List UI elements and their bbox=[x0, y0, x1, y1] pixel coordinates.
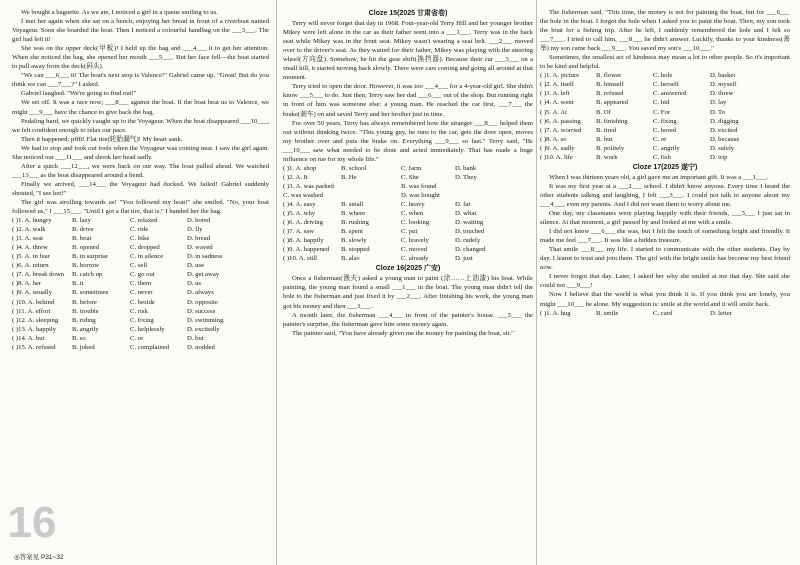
options-15 bbox=[283, 164, 533, 264]
option-choice: ( )4. A. easy bbox=[283, 200, 316, 208]
option-choice: D. because bbox=[710, 135, 740, 143]
option-choice: B. finishing bbox=[596, 117, 628, 125]
option-row bbox=[540, 126, 790, 135]
column-2 bbox=[283, 8, 533, 338]
paragraph: That smile ___8___ my life. I started to communicate with the other students. Day by day, I learnt to trust and join them. The girl with the bright smile has become my best friend now. bbox=[540, 246, 790, 272]
paragraph: "We can ___6___ it! The boat's next stop is Valence!" Gabriel came up. "Great! But do you think we can ___7___?" I asked. bbox=[12, 72, 269, 89]
option-choice: D. bank bbox=[455, 164, 477, 172]
option-choice: B. spent bbox=[341, 228, 363, 236]
option-row bbox=[12, 225, 269, 234]
option-choice: D. just bbox=[455, 255, 473, 263]
option-choice: C. hid bbox=[653, 99, 670, 107]
option-choice bbox=[341, 182, 401, 191]
option-choice: ( )13. A. happily bbox=[12, 325, 57, 333]
option-choice: ( )8. A. happily bbox=[283, 237, 324, 245]
option-choice: ( )1. A. hungry bbox=[12, 217, 52, 225]
option-choice: D. basket bbox=[710, 72, 736, 80]
passage-16-cont bbox=[540, 8, 790, 71]
option-choice: ( )6. A. driving bbox=[283, 219, 323, 227]
option-choice: D. use bbox=[187, 262, 205, 270]
option-choice bbox=[455, 182, 505, 191]
paragraph: I did not know ___6___ she was, but I felt the touch of something bright and friendly. It made me feel ___7___. It was like a hidden treasure. bbox=[540, 228, 790, 245]
option-choice: C. put bbox=[401, 228, 418, 236]
option-row bbox=[283, 218, 533, 227]
option-choice: B. catch up bbox=[72, 271, 103, 279]
option-row bbox=[540, 153, 790, 162]
option-choice: ( )9. A. happened bbox=[283, 246, 330, 254]
option-choice: D. fly bbox=[187, 226, 203, 234]
option-choice: ( )5. A. At bbox=[540, 108, 567, 116]
option-choice: D. bread bbox=[187, 235, 211, 243]
paragraph: We set off. It was a race now; ___8___ against the boat. If the boat beat us to Valence, we might ___9___ have the chance to give back the bag. bbox=[12, 99, 269, 116]
options-16 bbox=[540, 71, 790, 161]
option-row bbox=[283, 236, 533, 245]
option-choice: D. safely bbox=[710, 144, 735, 152]
options-14 bbox=[12, 216, 269, 352]
paragraph: Finally we arrived, ___14___ the Voyageur had docked. We failed! Gabriel suddenly shouted, "I see her!" bbox=[12, 180, 269, 197]
option-choice: ( )10. A. behind bbox=[12, 298, 55, 306]
paragraph: Now I believe that the world is what you think it is. If you think you are lonely, you might ___10___ be alone. My suggestion is: smile at the world and it will smile back. bbox=[540, 291, 790, 308]
option-row bbox=[12, 243, 269, 252]
options-17 bbox=[540, 309, 790, 318]
option-row bbox=[12, 307, 269, 316]
option-row bbox=[12, 216, 269, 225]
option-choice: B. before bbox=[72, 298, 97, 306]
option-choice: B. borrow bbox=[72, 262, 100, 270]
option-row bbox=[540, 117, 790, 126]
option-row bbox=[12, 270, 269, 279]
option-choice: D. bored bbox=[187, 217, 211, 225]
option-choice: D. excited bbox=[710, 126, 738, 134]
option-choice: B. work bbox=[596, 153, 618, 161]
option-choice: C. sell bbox=[130, 262, 148, 270]
option-choice: B. smile bbox=[596, 309, 619, 317]
option-choice: D. changed bbox=[455, 246, 486, 254]
option-choice: ( )3. A. seat bbox=[12, 235, 44, 243]
option-choice: C. was washed bbox=[283, 191, 323, 199]
option-choice: ( )7. A. saw bbox=[283, 228, 315, 236]
option-choice: C. in silence bbox=[130, 253, 164, 261]
option-choice: B. appeared bbox=[596, 99, 628, 107]
option-choice: B. rushing bbox=[341, 219, 369, 227]
option-choice: ( )5. A. why bbox=[283, 210, 316, 218]
option-choice bbox=[341, 191, 401, 200]
paragraph: For over 50 years, Terry has always remembered how the stranger ___8___ helped them out without thinking twice. "This young guy, he runs to the car, gets the door open, moves my brother over and puts the brake on. Everything ___9___ so fast." Terry said, "He ___10___ saw what needed to be done and acted immediately. That has made a huge influence on me for my whole life." bbox=[283, 119, 533, 163]
option-choice: ( )4. A. threw bbox=[12, 244, 48, 252]
option-choice: D. opposite bbox=[187, 298, 218, 306]
option-choice: ( )1. A. picture bbox=[540, 72, 580, 80]
paragraph: A month later, the fisherman ___4___ in front of the painter's house. ___5___ the painter's surprise, the fisherman gave him some money again. bbox=[283, 311, 533, 328]
option-choice: C. card bbox=[653, 309, 673, 317]
option-choice: B. Of bbox=[596, 108, 611, 116]
option-row bbox=[540, 98, 790, 107]
option-row bbox=[540, 309, 790, 318]
option-choice: D. rudely bbox=[455, 237, 481, 245]
option-choice: C. when bbox=[401, 210, 424, 218]
option-choice: C. already bbox=[401, 255, 429, 263]
option-choice: ( )5. A. in fear bbox=[12, 253, 50, 261]
option-choice: C. farm bbox=[401, 164, 422, 172]
cloze-17-title: Cloze 17(2025 遂宁) bbox=[632, 163, 698, 171]
option-choice: C. relaxed bbox=[130, 217, 158, 225]
option-choice: ( )7. A. worried bbox=[540, 126, 582, 134]
option-row bbox=[12, 334, 269, 343]
option-choice: B. tired bbox=[596, 126, 617, 134]
passage-15 bbox=[283, 19, 533, 164]
option-choice: D. myself bbox=[710, 81, 737, 89]
option-choice: ( )3. A. left bbox=[540, 90, 570, 98]
option-choice: D. us bbox=[187, 280, 202, 288]
option-row bbox=[283, 245, 533, 254]
option-choice: D. swimming bbox=[187, 316, 224, 324]
option-choice: C. never bbox=[130, 289, 153, 297]
option-row bbox=[540, 135, 790, 144]
option-row bbox=[12, 279, 269, 288]
option-row bbox=[540, 89, 790, 98]
option-choice: C. fixing bbox=[130, 316, 154, 324]
option-choice: C. or bbox=[130, 334, 144, 342]
option-choice: C. herself bbox=[653, 81, 679, 89]
option-row bbox=[283, 209, 533, 218]
option-choice: ( )8. A. her bbox=[12, 280, 42, 288]
option-choice: C. bike bbox=[130, 235, 150, 243]
paragraph: She was on the upper deck(甲板)! I held up the bag and ___4___ it to get her attention. When she noticed the bag, she opened her mouth ___5___. But her face fell—the boat started to pull away from the deck(码头). bbox=[12, 45, 269, 71]
option-choice: ( )9. A. sadly bbox=[540, 144, 575, 152]
option-choice: B. was found bbox=[401, 182, 437, 190]
option-choice: ( )3. A. was parked bbox=[283, 182, 334, 190]
option-row bbox=[283, 191, 533, 200]
option-choice: C. risk bbox=[130, 307, 148, 315]
paragraph: We bought a baguette. As we ate, I noticed a girl in a queue smiling to us. bbox=[21, 9, 218, 16]
option-row bbox=[12, 343, 269, 352]
option-choice: D. waved bbox=[187, 244, 213, 252]
option-choice: C. go out bbox=[130, 271, 155, 279]
option-row bbox=[12, 261, 269, 270]
option-choice: ( )2. A. It bbox=[283, 173, 308, 181]
column-divider bbox=[536, 0, 537, 565]
option-choice: D. digging bbox=[710, 117, 739, 125]
paragraph: Sometimes, the smallest act of kindness may mean a lot to other people. So it's important to be kind and helpful. bbox=[540, 54, 790, 71]
cloze-15-title: Cloze 15(2025 甘肃省卷) bbox=[368, 10, 448, 17]
paragraph: The painter said, "You have already given me the money for painting the boat, sir." bbox=[292, 329, 514, 337]
paragraph: I met her again when she sat on a bench, enjoying her bread in front of a riverboat named Voyageur. Soon she boarded the boat. Then I noticed a colourful handbag on the ___3___. The girl had left it! bbox=[12, 18, 269, 44]
option-choice: D. excitedly bbox=[187, 325, 220, 333]
option-choice: C. dropped bbox=[130, 244, 160, 252]
option-choice: C. beside bbox=[130, 298, 155, 306]
option-choice: B. joked bbox=[72, 343, 95, 351]
option-choice: B. boat bbox=[72, 235, 92, 243]
option-choice: B. but bbox=[596, 135, 613, 143]
option-choice: ( )12. A. sleeping bbox=[12, 316, 59, 324]
option-choice: ( )10. A. life bbox=[540, 153, 573, 161]
option-choice: B. opened bbox=[72, 244, 100, 252]
option-choice: D. letter bbox=[710, 309, 732, 317]
option-choice: B. refused bbox=[596, 90, 624, 98]
option-choice: D. lay bbox=[710, 99, 727, 107]
cloze-16-title: Cloze 16(2025 广安) bbox=[375, 265, 441, 273]
option-choice: B. politely bbox=[596, 144, 625, 152]
paragraph: Terry will never forget that day in 1968. Four-year-old Terry Hill and her younger brother Mikey were left alone in the car as their father went into a ___1___. Terry was in the back seat while Mikey was in the front seat. Mikey wasn't wearing a seat belt. ___2___ moved over to the driver's seat. As they waited for their father, Mikey was playing with the steering wheel(方向盘). Somehow, he hit the gear shift(换挡器). Because their car ___3___ on a small hill, it started moving back slowly. There were cars coming and going all around at that moment. bbox=[283, 20, 533, 82]
option-choice: D. was bought bbox=[401, 191, 440, 199]
option-choice: B. lazy bbox=[72, 217, 91, 225]
option-choice: C. ride bbox=[130, 226, 149, 234]
option-choice bbox=[455, 191, 505, 200]
paragraph: After a quick ___12___, we were back on our way. The boat pulled ahead. We watched ___13___ as the boat disappeared around a bend. bbox=[12, 162, 269, 179]
option-row bbox=[540, 144, 790, 153]
option-choice: ( )4. A. went bbox=[540, 99, 574, 107]
option-choice: B. school bbox=[341, 164, 367, 172]
option-row bbox=[283, 182, 533, 191]
option-choice: C. complained bbox=[130, 343, 170, 351]
option-choice: ( )6. A. passing bbox=[540, 117, 581, 125]
paragraph: It was my first year at a ___2___ school. I didn't know anyone. Every time I heard the other students talking and laughing, I felt ___3___. I could not talk to anyone about my ___4___, even my parents. And I did not want them to worry about me. bbox=[540, 182, 790, 208]
option-choice: C. fish bbox=[653, 153, 671, 161]
option-choice: B. in surprise bbox=[72, 253, 108, 261]
option-choice: D. To bbox=[710, 108, 726, 116]
option-choice: C. or bbox=[653, 135, 667, 143]
option-choice: D. threw bbox=[710, 90, 734, 98]
option-choice: B. it bbox=[72, 280, 84, 288]
option-row bbox=[283, 164, 533, 173]
passage-16 bbox=[283, 274, 533, 337]
paragraph: Gabriel laughed. "We're going to find out!" bbox=[21, 90, 137, 98]
option-choice: ( )1. A. hug bbox=[540, 309, 571, 317]
option-choice: D. waiting bbox=[455, 219, 484, 227]
option-choice: C. She bbox=[401, 173, 419, 181]
option-choice: C. them bbox=[130, 280, 152, 288]
option-choice: B. himself bbox=[596, 81, 624, 89]
option-choice: ( )1. A. shop bbox=[283, 164, 317, 172]
option-row bbox=[540, 108, 790, 117]
option-choice: ( )10. A. still bbox=[283, 255, 317, 263]
option-row bbox=[540, 80, 790, 89]
option-choice: B. drive bbox=[72, 226, 94, 234]
option-choice: D. success bbox=[187, 307, 216, 315]
paragraph: The fisherman said, "This time, the money is not for painting the boat, but for ___6___ the hole in the boat. I forgot the hole when I asked you to paint the boat. Then, my son took the boat for a fishing trip. After he left, I suddenly remembered the hole and I felt so ___7___. I tried to call him, ___8___ he didn't answer. Luckily, thanks to your kindness(善举) my son came back ___9___. You saved my son's ___10___." bbox=[540, 9, 790, 53]
answer-reference: ◎答案见 P31~32 bbox=[14, 554, 64, 561]
option-row bbox=[12, 252, 269, 261]
option-row bbox=[540, 71, 790, 80]
option-choice: C. fixing bbox=[653, 117, 677, 125]
option-choice: D. but bbox=[187, 334, 204, 342]
option-row bbox=[283, 227, 533, 236]
option-choice: D. always bbox=[187, 289, 214, 297]
option-choice: ( )2. A. itself bbox=[540, 81, 574, 89]
option-choice: B. angrily bbox=[72, 325, 99, 333]
option-choice: C. looking bbox=[401, 219, 430, 227]
option-row bbox=[12, 298, 269, 307]
option-choice: ( )9. A. usually bbox=[12, 289, 52, 297]
option-row bbox=[283, 200, 533, 209]
option-row bbox=[12, 325, 269, 334]
page-number: 16 bbox=[7, 498, 57, 547]
option-choice: D. get away bbox=[187, 271, 220, 279]
option-choice: C. answered bbox=[653, 90, 687, 98]
option-choice: D. touched bbox=[455, 228, 485, 236]
option-row bbox=[283, 254, 533, 263]
option-choice: C. helplessly bbox=[130, 325, 165, 333]
option-choice: D. trip bbox=[710, 153, 728, 161]
passage-17 bbox=[540, 173, 790, 309]
paragraph: The girl was strolling towards us! "You followed my boat!" she smiled. "No, your boat followed us," I ___15___. "Until I got a flat tire, that is." I handed her the bag. bbox=[12, 198, 269, 216]
option-choice: B. slowly bbox=[341, 237, 367, 245]
option-row bbox=[12, 234, 269, 243]
column-3 bbox=[540, 8, 790, 318]
option-choice: D. nodded bbox=[187, 343, 215, 351]
option-choice: B. so bbox=[72, 334, 86, 342]
paragraph: When I was thirteen years old, a girl gave me an important gift. It was a ___1___. bbox=[549, 173, 768, 181]
option-choice: C. moved bbox=[401, 246, 428, 254]
option-choice: C. hole bbox=[653, 72, 673, 80]
option-choice: B. riding bbox=[72, 316, 96, 324]
option-choice: B. flower bbox=[596, 72, 622, 80]
option-choice: ( )14. A. but bbox=[12, 334, 45, 342]
option-choice: ( )8. A. so bbox=[540, 135, 567, 143]
paragraph: Terry tried to open the door. However, it was too ___4___ for a 4-year-old girl. She didn't know ___5___ to do. Just then, Terry saw her dad ___6___ out of the shop. But running right in front of him was someone else: a young man. He reached the car first, ___7___ the brake(刹车) on and saved Terry and her brother just in time. bbox=[283, 83, 533, 118]
paragraph: Once a fisherman(渔夫) asked a young man to paint (涂……上油漆) his boat. While painting, the young man found a small ___1___ in the boat. The young man didn't tell the hole to the fisherman and just fixed it by ___2___. After finishing his work, the young man got his money and then ___3___. bbox=[283, 275, 533, 310]
option-choice: C. angrily bbox=[653, 144, 680, 152]
column-1 bbox=[12, 8, 269, 352]
option-choice: C. bored bbox=[653, 126, 677, 134]
option-choice: C. For bbox=[653, 108, 671, 116]
option-choice: B. He bbox=[341, 173, 357, 181]
option-choice: ( )2. A. walk bbox=[12, 226, 46, 234]
column-divider bbox=[276, 0, 277, 565]
passage-14 bbox=[12, 8, 269, 216]
option-row bbox=[12, 316, 269, 325]
option-choice: ( )7. A. break down bbox=[12, 271, 65, 279]
paragraph: One day, my classmates were playing happily with their friends, ___5___ I just sat in silence. At that moment, a girl passed by and looked at me with a smile. bbox=[540, 210, 790, 227]
option-choice: B. where bbox=[341, 210, 366, 218]
option-choice: B. stopped bbox=[341, 246, 370, 254]
paragraph: We had to stop and took out tools when the Voyageur was coming near. I saw the girl again. She noticed our ___11___ and shook her head sadly. bbox=[12, 144, 269, 161]
option-choice: B. sometimes bbox=[72, 289, 109, 297]
option-choice: C. bravely bbox=[401, 237, 429, 245]
option-choice: ( )15. A. refused bbox=[12, 343, 56, 351]
option-choice: ( )11. A. effort bbox=[12, 307, 51, 315]
paragraph: Then it happened; pffft! Flat tire(轮胎漏气)! My heart sank. bbox=[21, 135, 183, 143]
option-row bbox=[12, 288, 269, 297]
option-choice: ( )6. A. return bbox=[12, 262, 49, 270]
option-choice: D. They bbox=[455, 173, 477, 181]
option-choice: B. small bbox=[341, 200, 364, 208]
option-choice: B. trouble bbox=[72, 307, 99, 315]
option-choice: D. what bbox=[455, 210, 477, 218]
paragraph: I never forgot that day. Later, I asked her why she smiled at me that day. She said she could not ___9___! bbox=[540, 273, 790, 290]
option-choice: D. in sadness bbox=[187, 253, 223, 261]
option-choice: D. far bbox=[455, 200, 471, 208]
option-choice: B. also bbox=[341, 255, 360, 263]
option-choice: C. heavy bbox=[401, 200, 425, 208]
paragraph: Pedaling hard, we quickly caught up to the Voyageur. When the boat disappeared ___10___, we felt confident enough to relax our pace. bbox=[12, 117, 269, 134]
option-row bbox=[283, 173, 533, 182]
